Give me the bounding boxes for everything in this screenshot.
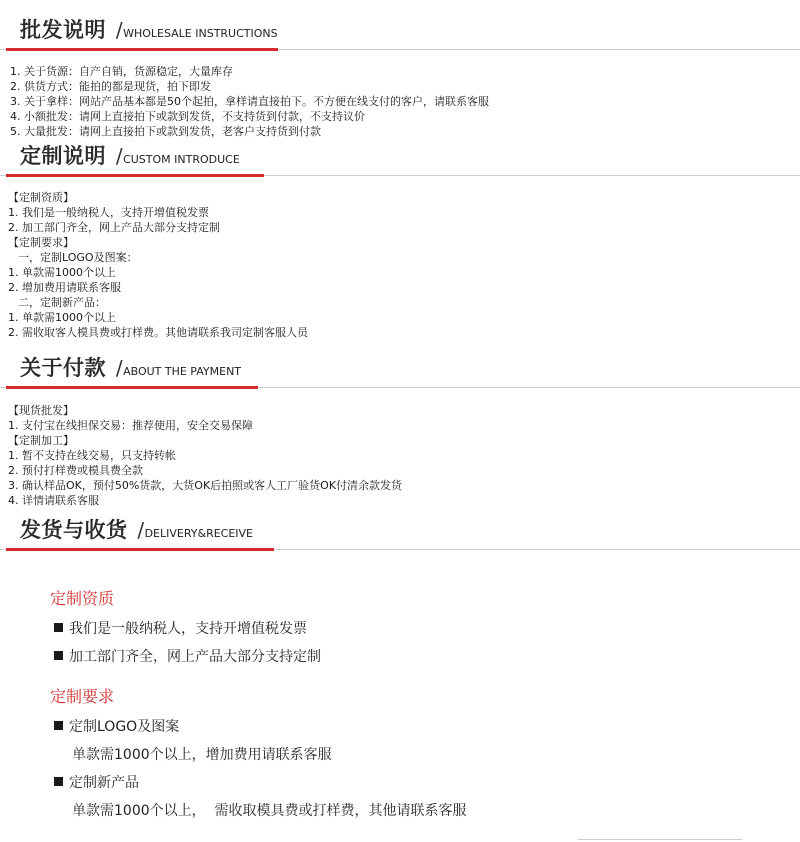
accent-underline [6, 548, 274, 551]
list-item: 1. 单款需1000个以上 [8, 266, 116, 279]
section-subtitle: DELIVERY&RECEIVE [144, 527, 254, 540]
bullet-text: 定制LOGO及图案 [69, 719, 180, 735]
custom-list [8, 190, 308, 340]
list-item: 3. 确认样品OK，预付50%货款，大货OK后拍照或客人工厂验货OK付清余款发货 [8, 479, 403, 492]
section-title: 定制说明 [20, 144, 106, 168]
list-item: 5. 大量批发：请网上直接拍下或款到发货，老客户支持货到付款 [10, 125, 321, 138]
bottom-qualification-bullets [54, 619, 321, 667]
section-title: 发货与收货 [20, 518, 128, 542]
accent-underline [6, 386, 258, 389]
bottom-divider [578, 839, 742, 840]
list-item: 2. 加工部门齐全，网上产品大部分支持定制 [8, 221, 220, 234]
list-heading: 【定制资质】 [8, 191, 74, 204]
bullet-item [54, 717, 467, 737]
list-item: 2. 增加费用请联系客服 [8, 281, 121, 294]
section-subtitle: ABOUT THE PAYMENT [123, 365, 242, 378]
bottom-heading: 定制要求 [50, 687, 115, 706]
wholesale-list [10, 64, 489, 139]
square-bullet-icon [54, 651, 63, 660]
bottom-requirement-bullets [54, 717, 467, 821]
bullet-text: 我们是一般纳税人，支持开增值税发票 [69, 621, 307, 637]
list-item: 4. 小额批发：请网上直接拍下或款到发货，不支持货到付款，不支持议价 [10, 110, 365, 123]
square-bullet-icon [54, 777, 63, 786]
section-title: 批发说明 [20, 18, 106, 42]
list-item: 1. 暂不支持在线交易，只支持转帐 [8, 449, 176, 462]
section-title: 关于付款 [20, 356, 106, 380]
square-bullet-icon [54, 623, 63, 632]
list-subheading: 一，定制LOGO及图案： [18, 251, 138, 264]
accent-underline [6, 174, 264, 177]
bullet-text: 定制新产品 [69, 775, 139, 791]
list-heading: 【定制要求】 [8, 236, 74, 249]
bullet-text: 加工部门齐全，网上产品大部分支持定制 [69, 649, 321, 665]
section-slash: / [137, 518, 145, 542]
list-item: 2. 供货方式：能拍的都是现货，拍下即发 [10, 80, 211, 93]
payment-list [8, 403, 402, 508]
section-header-payment [0, 354, 800, 388]
section-slash: / [115, 356, 124, 380]
list-item: 2. 预付打样费或模具费全款 [8, 464, 143, 477]
list-heading: 【现货批发】 [8, 404, 74, 417]
list-item: 2. 需收取客人模具费或打样费。其他请联系我司定制客服人员 [8, 326, 308, 339]
bottom-qualification [50, 588, 114, 610]
section-header-delivery [0, 516, 800, 550]
list-item: 1. 单款需1000个以上 [8, 311, 116, 324]
section-subtitle: CUSTOM INTRODUCE [123, 153, 240, 166]
square-bullet-icon [54, 721, 63, 730]
section-subtitle: WHOLESALE INSTRUCTIONS [123, 27, 278, 40]
list-heading: 【定制加工】 [8, 434, 74, 447]
list-item: 3. 关于拿样：网站产品基本都是50个起拍，拿样请直接拍下。不方便在线支付的客户，请联系客服 [10, 95, 489, 108]
bullet-item [54, 619, 321, 639]
section-slash: / [115, 18, 124, 42]
list-item: 1. 关于货源：自产自销，货源稳定，大量库存 [10, 65, 233, 78]
list-item: 1. 支付宝在线担保交易：推荐使用，安全交易保障 [8, 419, 253, 432]
bullet-item [54, 773, 467, 793]
section-slash: / [115, 144, 124, 168]
bottom-requirement [50, 686, 114, 708]
accent-underline [6, 48, 278, 51]
bullet-item [54, 647, 321, 667]
list-item: 1. 我们是一般纳税人，支持开增值税发票 [8, 206, 209, 219]
section-header-custom [0, 142, 800, 176]
bullet-detail: 单款需1000个以上， 需收取模具费或打样费，其他请联系客服 [72, 803, 467, 819]
list-subheading: 二，定制新产品： [18, 296, 106, 309]
bullet-detail: 单款需1000个以上，增加费用请联系客服 [72, 747, 332, 763]
section-header-wholesale [0, 16, 800, 50]
list-item: 4. 详情请联系客服 [8, 494, 99, 507]
bottom-heading: 定制资质 [50, 589, 115, 608]
